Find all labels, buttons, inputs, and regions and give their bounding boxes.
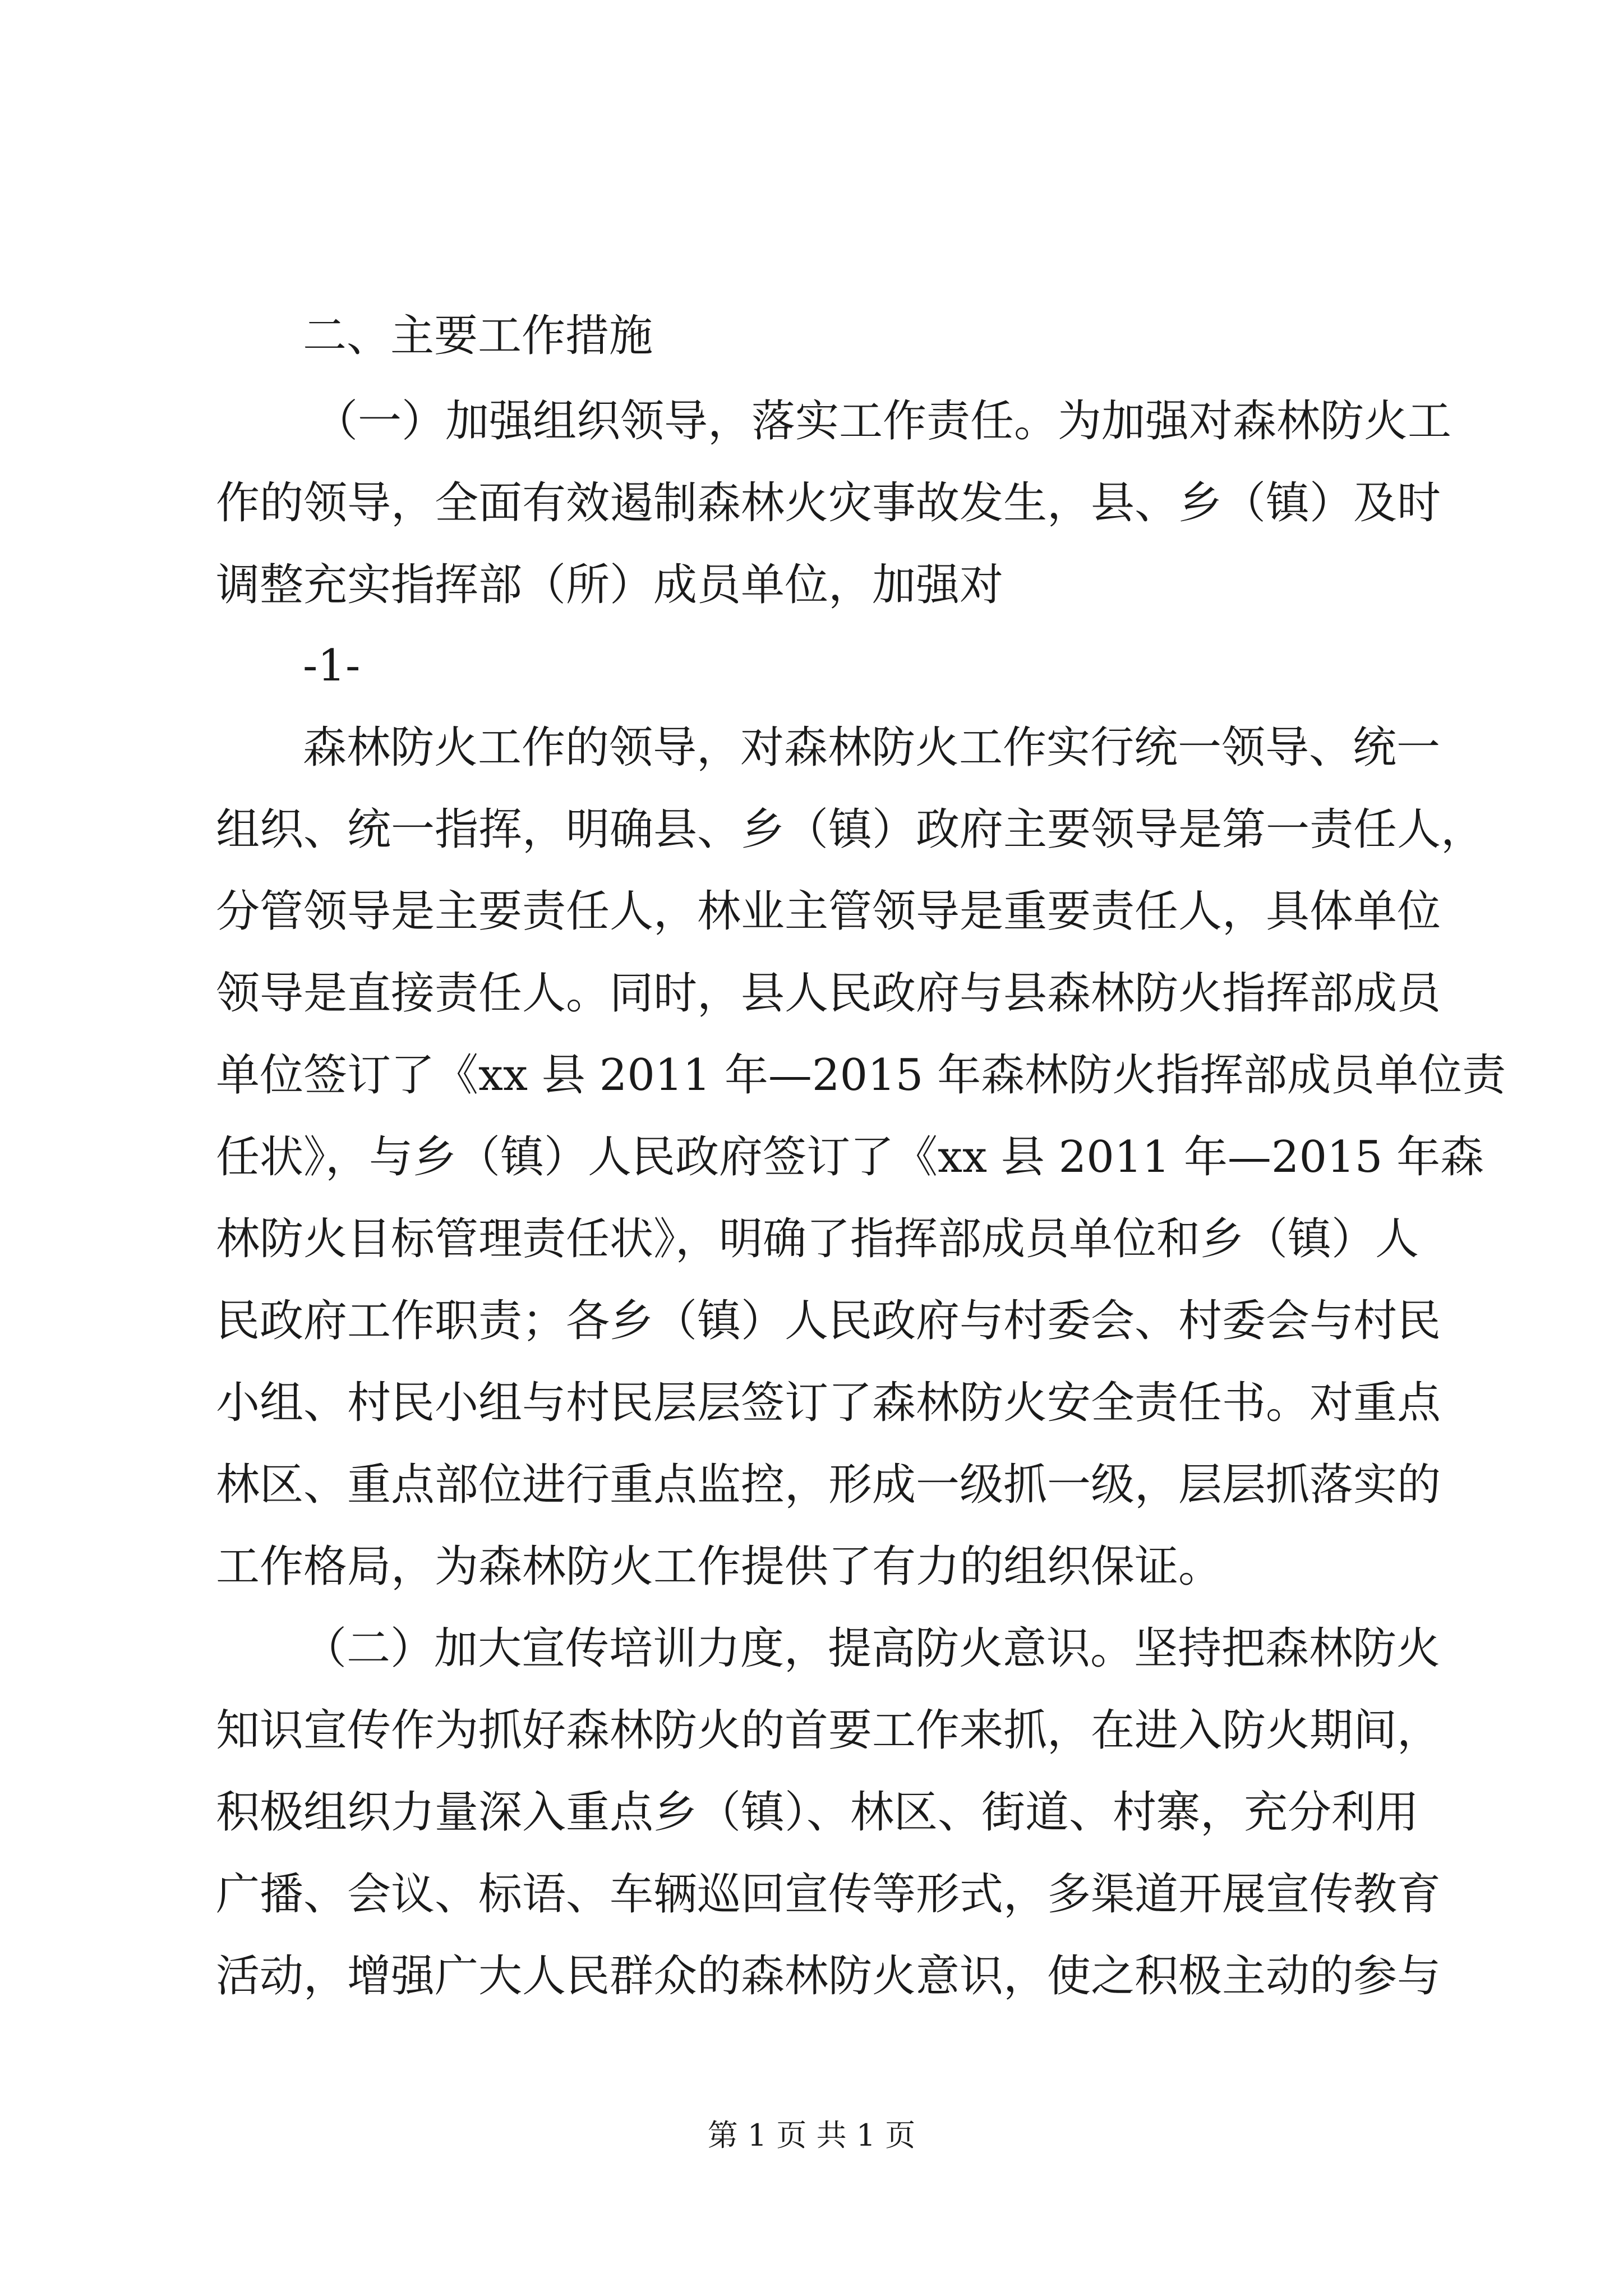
- page-footer: 第 1 页 共 1 页: [707, 2118, 916, 2153]
- paragraph-line: （二）加大宣传培训力度，提高防火意识。坚持把森林防火: [303, 1623, 1441, 1674]
- paragraph-line: 任状》，与乡（镇）人民政府签订了《xx 县 2011 年—2015 年森: [216, 1132, 1484, 1182]
- paragraph-line: 民政府工作职责；各乡（镇）人民政府与村委会、村委会与村民: [216, 1296, 1441, 1346]
- paragraph-line: 领导是直接责任人。同时，县人民政府与县森林防火指挥部成员: [216, 968, 1441, 1019]
- paragraph-line: 作的领导，全面有效遏制森林火灾事故发生，县、乡（镇）及时: [216, 478, 1441, 528]
- paragraph-line: 组织、统一指挥，明确县、乡（镇）政府主要领导是第一责任人，: [216, 804, 1485, 855]
- paragraph-line: 单位签订了《xx 县 2011 年—2015 年森林防火指挥部成员单位责: [216, 1050, 1506, 1101]
- paragraph-line: 林防火目标管理责任状》，明确了指挥部成员单位和乡（镇）人: [216, 1214, 1419, 1264]
- paragraph-line: 广播、会议、标语、车辆巡回宣传等形式，多渠道开展宣传教育: [216, 1869, 1441, 1920]
- paragraph-line: 小组、村民小组与村民层层签订了森林防火安全责任书。对重点: [216, 1378, 1441, 1428]
- paragraph-line: 活动，增强广大人民群众的森林防火意识，使之积极主动的参与: [216, 1951, 1441, 2001]
- inline-page-number: -1-: [303, 641, 361, 691]
- paragraph-line: 工作格局，为森林防火工作提供了有力的组织保证。: [216, 1542, 1223, 1592]
- paragraph-line: （一）加强组织领导，落实工作责任。为加强对森林防火工: [314, 396, 1452, 447]
- paragraph-line: 知识宣传作为抓好森林防火的首要工作来抓，在进入防火期间，: [216, 1705, 1441, 1756]
- paragraph-line: 林区、重点部位进行重点监控，形成一级抓一级，层层抓落实的: [216, 1460, 1441, 1510]
- paragraph-line: 森林防火工作的领导，对森林防火工作实行统一领导、统一: [303, 723, 1441, 773]
- paragraph-line: 分管领导是主要责任人，林业主管领导是重要责任人，具体单位: [216, 886, 1441, 937]
- section-heading: 二、主要工作措施: [303, 311, 653, 361]
- paragraph-line: 调整充实指挥部（所）成员单位，加强对: [216, 560, 1004, 610]
- paragraph-line: 积极组织力量深入重点乡（镇）、林区、街道、村寨，充分利用: [216, 1787, 1419, 1838]
